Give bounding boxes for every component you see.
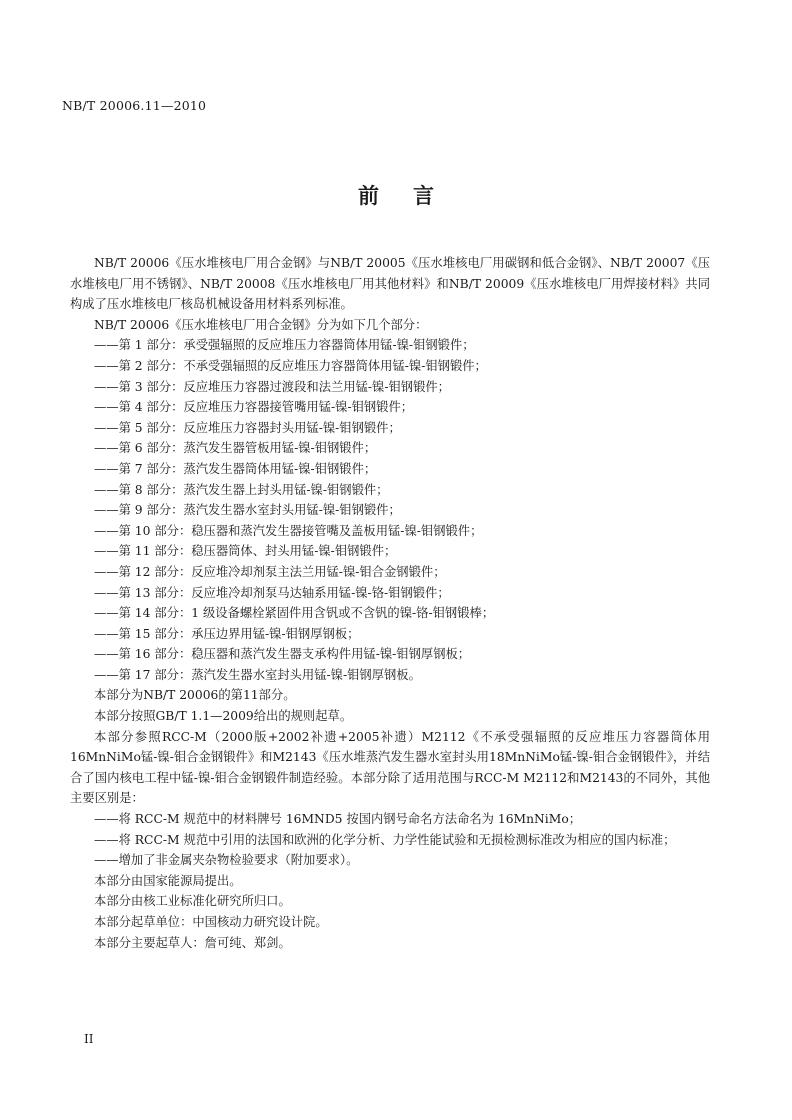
- list-item: ——第 3 部分：反应堆压力容器过渡段和法兰用锰-镍-钼钢锻件；: [94, 379, 450, 394]
- list-item: ——第 10 部分：稳压器和蒸汽发生器接管嘴及盖板用锰-镍-钼钢锻件；: [94, 523, 483, 538]
- list-item: ——第 15 部分：承压边界用锰-镍-钼钢厚钢板；: [94, 626, 360, 641]
- parts-intro: NB/T 20006《压水堆核电厂用合金钢》分为如下几个部分：: [94, 317, 428, 332]
- list-item: ——第 16 部分：稳压器和蒸汽发生器支承构件用锰-镍-钼钢厚钢板；: [94, 647, 471, 662]
- list-item: ——第 14 部分：1 级设备螺栓紧固件用含钒或不含钒的镍-铬-钼钢锻棒；: [94, 606, 495, 621]
- drafting-rules-statement: 本部分按照GB/T 1.1—2009给出的规则起草。: [94, 709, 353, 724]
- intro-paragraph: NB/T 20006《压水堆核电厂用合金钢》与NB/T 20005《压水堆核电厂用碳钢和低合金钢》、NB/T 20007《压水堆核电厂用不锈钢》、NB/T 20008《压水堆核电厂用其他材料》和NB/T 20009《压水堆核电厂用焊接材料》共同构成了压水堆核电厂核岛机械设备用材料系列标准。: [70, 256, 710, 312]
- reference-paragraph: 本部分参照RCC-M（2000版+2002补遗+2005补遗）M2112《不承受强辐照的反应堆压力容器筒体用16MnNiMo锰-镍-钼合金钢锻件》和M2143《压水堆蒸汽发生器水室封头用18MnNiMo锰-镍-钼合金钢锻件》，并结合了国内核电工程中锰-镍-钼合金钢锻件制造经验。本部分除了适用范围与RCC-M M2112和M2143的不同外，其他主要区别是：: [70, 729, 710, 806]
- page-title: 前言: [358, 184, 468, 208]
- list-item: ——第 4 部分：反应堆压力容器接管嘴用锰-镍-钼钢锻件；: [94, 400, 414, 415]
- list-item: ——第 13 部分：反应堆冷却剂泵马达轴系用锰-镍-铬-钼钢锻件；: [94, 585, 450, 600]
- list-item: ——第 12 部分：反应堆冷却剂泵主法兰用锰-镍-钼合金钢锻件；: [94, 564, 446, 579]
- list-item: ——第 11 部分：稳压器筒体、封头用锰-镍-钼钢锻件；: [94, 544, 397, 559]
- proposed-by-statement: 本部分由国家能源局提出。: [94, 873, 242, 888]
- foreword-body: [70, 253, 710, 953]
- list-item: ——第 8 部分：蒸汽发生器上封头用锰-镍-钼钢锻件；: [94, 482, 389, 497]
- list-item: ——第 9 部分：蒸汽发生器水室封头用锰-镍-钼钢锻件；: [94, 503, 401, 518]
- list-item: ——第 5 部分：反应堆压力容器封头用锰-镍-钼钢锻件；: [94, 420, 401, 435]
- list-item: ——将 RCC-M 规范中引用的法国和欧洲的化学分析、力学性能试验和无损检测标准改为相应的国内标准；: [94, 832, 676, 847]
- drafters-statement: 本部分主要起草人：詹可纯、郑剑。: [94, 935, 291, 950]
- list-item: ——第 2 部分：不承受强辐照的反应堆压力容器筒体用锰-镍-钼钢锻件；: [94, 358, 487, 373]
- this-part-statement: 本部分为NB/T 20006的第11部分。: [94, 688, 296, 703]
- managed-by-statement: 本部分由核工业标准化研究所归口。: [94, 894, 291, 909]
- parts-list: [70, 335, 710, 685]
- list-item: ——第 1 部分：承受强辐照的反应堆压力容器筒体用锰-镍-钼钢锻件；: [94, 338, 475, 353]
- list-item: ——第 7 部分：蒸汽发生器筒体用锰-镍-钼钢锻件；: [94, 461, 377, 476]
- list-item: ——将 RCC-M 规范中的材料牌号 16MND5 按国内钢号命名方法命名为 16MnNiMo；: [94, 812, 582, 827]
- list-item: ——第 6 部分：蒸汽发生器管板用锰-镍-钼钢锻件；: [94, 441, 377, 456]
- drafting-unit-statement: 本部分起草单位：中国核动力研究设计院。: [94, 915, 328, 929]
- document-number: NB/T 20006.11—2010: [62, 98, 207, 113]
- page-number: II: [84, 1032, 94, 1046]
- differences-list: [70, 809, 710, 871]
- list-item: ——第 17 部分：蒸汽发生器水室封头用锰-镍-钼钢厚钢板。: [94, 667, 421, 682]
- list-item: ——增加了非金属夹杂物检验要求（附加要求）。: [94, 853, 359, 868]
